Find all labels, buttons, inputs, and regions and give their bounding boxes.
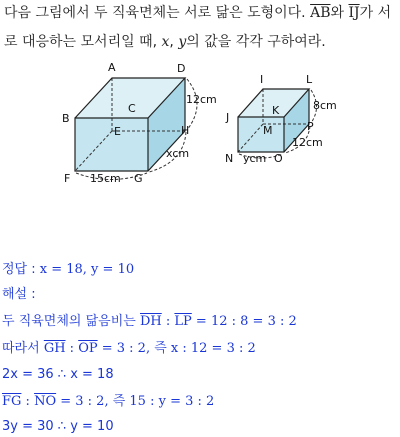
segment-dh: $\overline{DH}$ xyxy=(139,314,162,329)
question-text: 로 대응하는 모서리일 때, xyxy=(4,34,162,50)
dimension-op: 12cm xyxy=(292,136,323,149)
segment-gh: $\overline{GH}$ xyxy=(43,341,66,356)
vertex-n: N xyxy=(225,152,234,165)
vertex-b: B xyxy=(62,112,70,125)
vertex-m: M xyxy=(263,124,273,137)
vertex-d: D xyxy=(177,62,186,75)
segment-ij: $\overline{IJ}$ xyxy=(348,5,360,21)
vertex-o: O xyxy=(274,152,283,165)
answer-line xyxy=(2,262,134,278)
segment-op: $\overline{OP}$ xyxy=(78,341,98,356)
vertex-p: P xyxy=(307,120,314,133)
question-text: 다음 그림에서 두 직육면체는 서로 닮은 도형이다. xyxy=(4,5,311,21)
variable-x: x xyxy=(161,34,170,50)
dimension-dh: 12cm xyxy=(186,93,217,106)
vertex-k: K xyxy=(272,104,280,117)
segment-lp: $\overline{LP}$ xyxy=(174,314,192,329)
vertex-h: H xyxy=(181,124,190,137)
segment-ab: $\overline{AB}$ xyxy=(310,5,331,21)
vertex-f: F xyxy=(64,172,71,185)
question-text: 와 xyxy=(330,5,349,21)
variable-y: y xyxy=(178,34,187,50)
solution-line-5: 3y = 30 ∴ y = 10 xyxy=(2,419,114,434)
solution-line-4: $\overline{FG}$ : $\overline{NO} = 3$ : 2, 즉 15 : y = 3 : 2 xyxy=(2,394,215,409)
cuboid-figure xyxy=(0,0,400,200)
question-text: 가 서 xyxy=(359,5,392,21)
dimension-fg: 15cm xyxy=(90,172,121,185)
answer-label: 정답 : xyxy=(2,262,40,277)
vertex-l: L xyxy=(306,73,313,86)
question-line-2: 로 대응하는 모서리일 때, x, y의 값을 각각 구하여라. xyxy=(4,34,326,50)
segment-no: $\overline{NO}$ xyxy=(34,394,57,409)
dimension-lp: 8cm xyxy=(313,99,337,112)
vertex-e: E xyxy=(114,125,121,138)
dimension-gh: xcm xyxy=(166,147,190,160)
dimension-no: ycm xyxy=(243,152,267,165)
vertex-c: C xyxy=(128,102,136,115)
vertex-i: I xyxy=(260,73,264,86)
vertex-g: G xyxy=(134,172,143,185)
segment-fg: $\overline{FG}$ xyxy=(2,394,22,409)
question-text: 의 값을 각각 구하여라. xyxy=(186,34,326,50)
solution-label: 해설 : xyxy=(2,287,36,302)
solution-line-3: 2x = 36 ∴ x = 18 xyxy=(2,367,114,382)
vertex-j: J xyxy=(226,111,230,124)
large-cuboid xyxy=(75,78,197,180)
solution-line-1: 두 직육면체의 닮음비는 $\overline{DH}$ : $\overline{LP} = 12$ : 8 = 3 : 2 xyxy=(2,314,297,329)
answer-value: x = 18, y = 10 xyxy=(39,262,135,277)
solution-line-2: 따라서 $\overline{GH}$ : $\overline{OP} = 3$ : 2, 즉 x : 12 = 3 : 2 xyxy=(2,341,256,356)
vertex-a: A xyxy=(108,61,116,74)
